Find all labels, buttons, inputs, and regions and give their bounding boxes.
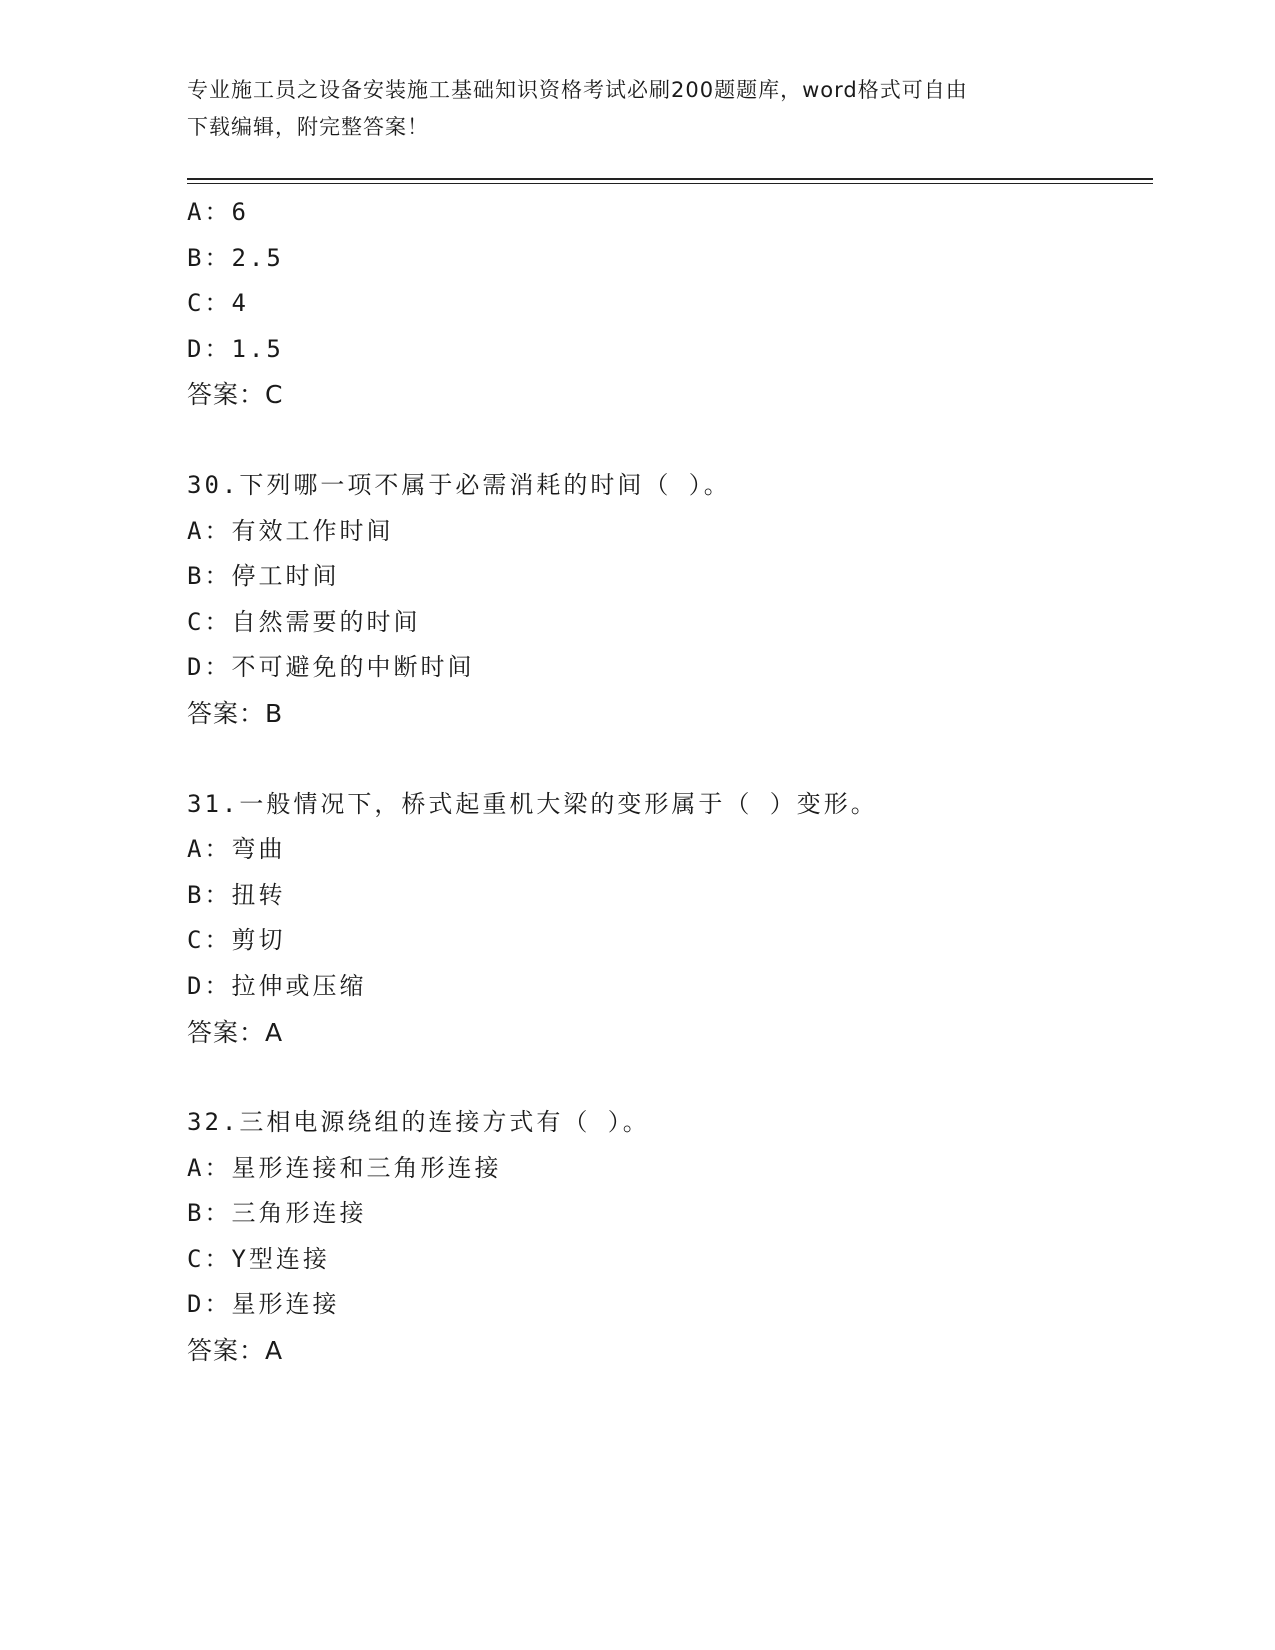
- option-c: C：自然需要的时间: [187, 607, 421, 636]
- header-divider-thin: [187, 183, 1153, 184]
- question-block-30: [187, 463, 1153, 737]
- answer-line: 答案：B: [187, 698, 284, 728]
- question-block-31: [187, 782, 1153, 1056]
- option-b: B：2.5: [187, 243, 284, 272]
- option-d: D：拉伸或压缩: [187, 971, 367, 1000]
- question-text: 32.三相电源绕组的连接方式有（ ）。: [187, 1108, 650, 1137]
- spacer: [187, 418, 1153, 463]
- option-c: C：Y型连接: [187, 1244, 330, 1273]
- answer-line: 答案：C: [187, 380, 284, 410]
- option-a: A：星形连接和三角形连接: [187, 1153, 502, 1182]
- question-text: 31.一般情况下，桥式起重机大梁的变形属于（ ）变形。: [187, 789, 878, 818]
- option-b: B：扭转: [187, 880, 286, 909]
- question-block-32: [187, 1100, 1153, 1374]
- header-divider-thick: [187, 178, 1153, 180]
- header-title-line-1: 专业施工员之设备安装施工基础知识资格考试必刷200题题库，word格式可自由: [187, 78, 968, 102]
- option-d: D：1.5: [187, 334, 284, 363]
- option-b: B：三角形连接: [187, 1199, 367, 1228]
- question-list: [187, 190, 1153, 1374]
- header-title-line-2: 下载编辑，附完整答案！: [187, 115, 429, 139]
- question-text: 30.下列哪一项不属于必需消耗的时间（ ）。: [187, 470, 731, 499]
- option-d: D：星形连接: [187, 1290, 340, 1319]
- spacer: [187, 737, 1153, 782]
- option-a: A：弯曲: [187, 835, 286, 864]
- question-block-29: [187, 190, 1153, 418]
- option-d: D：不可避免的中断时间: [187, 653, 475, 682]
- document-header: [187, 72, 1067, 146]
- option-a: A：6: [187, 198, 249, 226]
- option-a: A：有效工作时间: [187, 516, 394, 545]
- option-c: C：剪切: [187, 926, 286, 955]
- option-b: B：停工时间: [187, 562, 340, 591]
- answer-line: 答案：A: [187, 1336, 284, 1366]
- spacer: [187, 1055, 1153, 1100]
- answer-line: 答案：A: [187, 1017, 284, 1047]
- option-c: C：4: [187, 289, 249, 318]
